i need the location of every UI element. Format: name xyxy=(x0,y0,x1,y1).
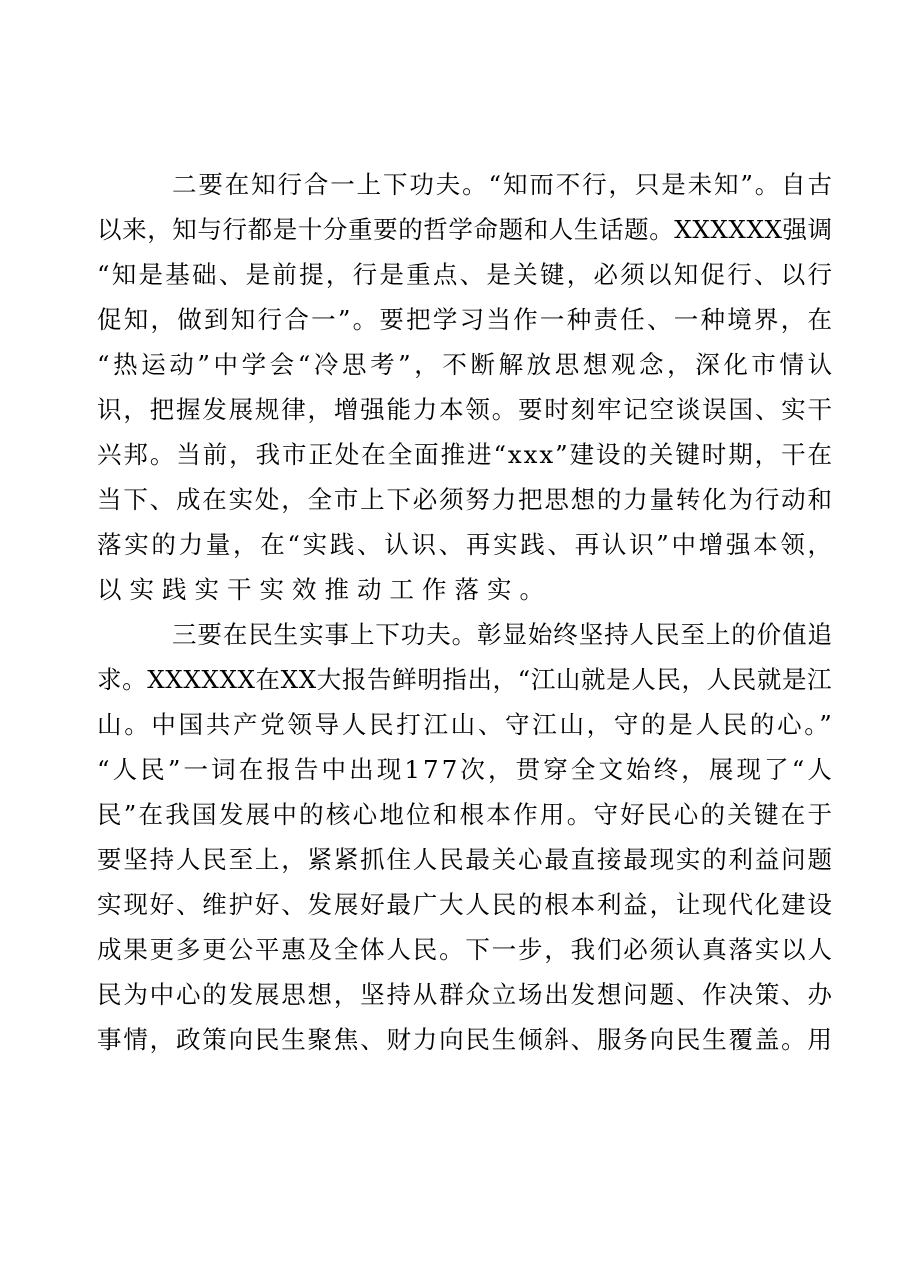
text-line: 兴邦。当前，我市正处在全面推进“xxx”建设的关键时期，干在 xyxy=(97,440,834,469)
text-line: 民为中心的发展思想，坚持从群众立场出发想问题、作决策、办 xyxy=(97,980,834,1009)
text-line: “人民”一词在报告中出现177次，贯穿全文始终，展现了“人 xyxy=(97,755,835,784)
text-line: 二要在知行合一上下功夫。“知而不行，只是未知”。自古 xyxy=(172,170,834,199)
text-line: 成果更多更公平惠及全体人民。下一步，我们必须认真落实以人 xyxy=(97,935,834,964)
text-line: 要坚持人民至上，紧紧抓住人民最关心最直接最现实的利益问题 xyxy=(97,845,834,874)
text-line: 民”在我国发展中的核心地位和根本作用。守好民心的关键在于 xyxy=(97,800,835,829)
text-line: 落实的力量，在“实践、认识、再实践、再认识”中增强本领， xyxy=(97,530,835,559)
text-line: 山。中国共产党领导人民打江山、守江山，守的是人民的心。” xyxy=(97,710,835,739)
text-line: “热运动”中学会“冷思考”，不断解放思想观念，深化市情认 xyxy=(97,350,836,379)
text-line: 以实践实干实效推动工作落实。 xyxy=(97,575,552,604)
text-line: 三要在民生实事上下功夫。彰显始终坚持人民至上的价值追 xyxy=(172,620,833,649)
text-line: 求。XXXXXX在XX大报告鲜明指出，“江山就是人民，人民就是江 xyxy=(97,665,833,694)
text-line: 当下、成在实处，全市上下必须努力把思想的力量转化为行动和 xyxy=(97,485,834,514)
text-line: 以来，知与行都是十分重要的哲学命题和人生话题。XXXXXX强调 xyxy=(97,215,833,244)
text-line: 事情，政策向民生聚焦、财力向民生倾斜、服务向民生覆盖。用 xyxy=(97,1025,834,1054)
text-line: 识，把握发展规律，增强能力本领。要时刻牢记空谈误国、实干 xyxy=(97,395,834,424)
text-line: “知是基础、是前提，行是重点、是关键，必须以知促行、以行 xyxy=(97,260,835,289)
text-line: 实现好、维护好、发展好最广大人民的根本利益，让现代化建设 xyxy=(97,890,834,919)
text-line: 促知，做到知行合一”。要把学习当作一种责任、一种境界，在 xyxy=(97,305,835,334)
